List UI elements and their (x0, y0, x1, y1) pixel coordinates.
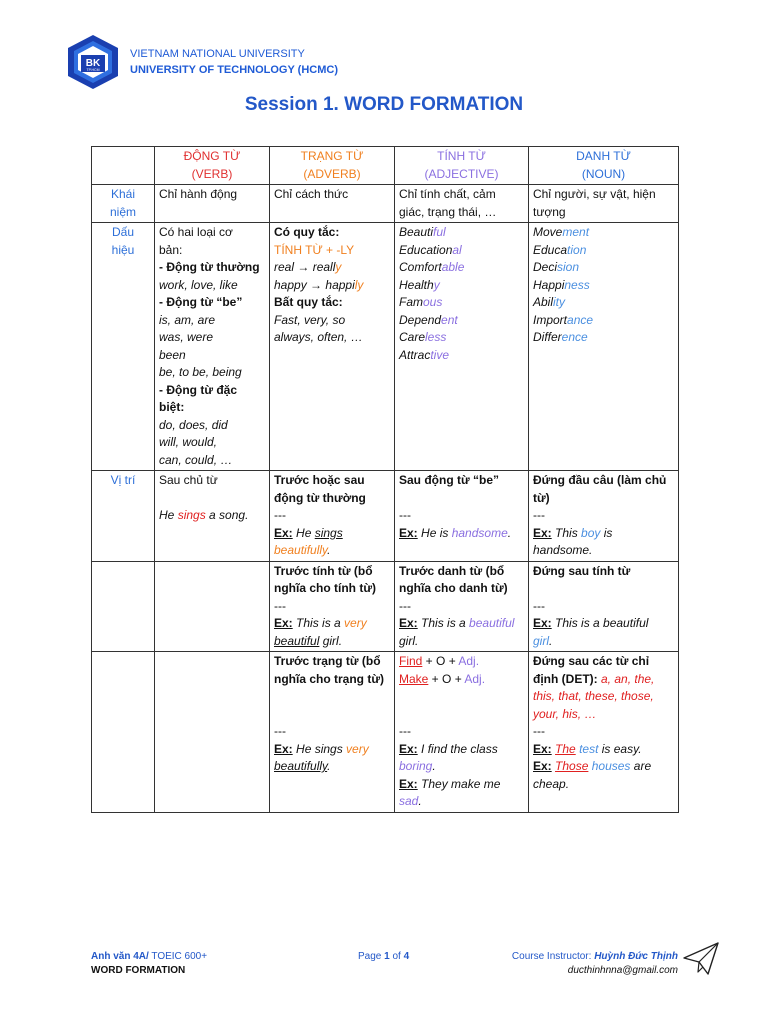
university-name (130, 46, 338, 78)
university-logo (64, 33, 122, 91)
noun-example: Ability (533, 295, 566, 309)
position-verb-empty (155, 652, 270, 813)
position-empty-label (92, 561, 155, 652)
signs-noun (529, 223, 679, 471)
position-verb: Sau chủ từ He sings a song. (155, 471, 270, 562)
university-line2: UNIVERSITY OF TECHNOLOGY (HCMC) (130, 64, 338, 76)
concept-adjective: Chỉ tính chất, cảm giác, trạng thái, … (395, 185, 529, 223)
header-adverb: TRẠNG TỪ (ADVERB) (270, 147, 395, 185)
header-verb: ĐỘNG TỪ (VERB) (155, 147, 270, 185)
adj-example: Healthy (399, 277, 440, 292)
adj-example: Attractive (399, 347, 450, 362)
word-formation-table (91, 146, 679, 813)
adj-example: Beautiful (399, 225, 446, 239)
footer-page-number: Page 1 of 4 (358, 951, 410, 962)
adj-example: Famous (399, 295, 443, 309)
signs-adjective (395, 223, 529, 471)
header-adjective: TÍNH TỪ (ADJECTIVE) (395, 147, 529, 185)
row-label-position: Vị trí (92, 471, 155, 562)
page-title: Session 1. WORD FORMATION (244, 94, 524, 115)
footer-course-level: TOEIC 600+ (148, 951, 208, 962)
noun-example: Difference (533, 330, 588, 344)
table-row-concept (92, 185, 679, 223)
position-adjective-3: Find + O + Adj. Make + O + Adj. --- Ex: I find the class boring. Ex: They make me sad. (395, 652, 529, 813)
position-noun-2: Đứng sau tính từ --- Ex: This is a beautiful girl. (529, 561, 679, 652)
footer-course (91, 950, 207, 978)
logo-subtext: TP.HCM (86, 68, 100, 72)
noun-example: Decision (533, 260, 580, 274)
noun-example: Movement (533, 225, 590, 239)
noun-example: Importance (533, 312, 594, 327)
signs-verb: Có hai loại cơ bản: - Động từ thường work, love, like - Động từ “be” is, am, are was, were been be, to be, being - Động từ đặc biệt: do, does, did will, would, can, could, … (155, 223, 270, 471)
adj-example: Comfortable (399, 260, 465, 274)
adj-example: Careless (399, 330, 447, 344)
position-adjective-2: Trước danh từ (bổ nghĩa cho danh từ) --- Ex: This is a beautiful girl. (395, 561, 529, 652)
table-row-position-1 (92, 471, 679, 562)
position-empty-label (92, 652, 155, 813)
footer-course-name: Anh văn 4A/ (91, 951, 149, 962)
footer-topic: WORD FORMATION (91, 965, 186, 976)
signs-adverb: Có quy tắc: TÍNH TỪ + -LY real → really happy → happily Bất quy tắc: Fast, very, so always, often, … (270, 223, 395, 471)
table-row-signs (92, 223, 679, 471)
table-row-position-2 (92, 561, 679, 652)
table-header-row (92, 147, 679, 185)
university-line1: VIETNAM NATIONAL UNIVERSITY (130, 48, 305, 60)
footer-instructor-label: Course Instructor: (511, 951, 595, 962)
row-label-concept: Khái niệm (92, 185, 155, 223)
logo-text: BK (85, 58, 101, 69)
noun-example: Education (533, 242, 587, 257)
paper-plane-icon (682, 940, 720, 978)
header-empty-cell (92, 147, 155, 185)
row-label-signs: Dấu hiệu (92, 223, 155, 471)
position-adverb-3: Trước trạng từ (bổ nghĩa cho trạng từ) --- Ex: He sings very beautifully. (270, 652, 395, 813)
position-adjective-1: Sau động từ “be” --- Ex: He is handsome. (395, 471, 529, 562)
adj-example: Dependent (399, 312, 458, 327)
position-verb-empty (155, 561, 270, 652)
footer-email: ducthinhnna@gmail.com (567, 965, 678, 976)
adj-example: Educational (399, 242, 462, 257)
footer-instructor (512, 950, 678, 978)
concept-verb: Chỉ hành động (155, 185, 270, 223)
position-adverb-2: Trước tính từ (bổ nghĩa cho tính từ) --- Ex: This is a very beautiful girl. (270, 561, 395, 652)
noun-example: Happiness (533, 277, 590, 292)
header-noun: DANH TỪ (NOUN) (529, 147, 679, 185)
table-row-position-3 (92, 652, 679, 813)
concept-adverb: Chỉ cách thức (270, 185, 395, 223)
concept-noun: Chỉ người, sự vật, hiện tượng (529, 185, 679, 223)
footer-instructor-name: Huỳnh Đức Thịnh (594, 951, 678, 962)
position-noun-1: Đứng đầu câu (làm chủ từ) --- Ex: This boy is handsome. (529, 471, 679, 562)
position-noun-3: Đứng sau các từ chỉ định (DET): a, an, the, this, that, these, those, your, his, … --- Ex: The test is easy. Ex: Those houses are cheap. (529, 652, 679, 813)
position-adverb-1: Trước hoặc sau động từ thường --- Ex: He sings beautifully. (270, 471, 395, 562)
